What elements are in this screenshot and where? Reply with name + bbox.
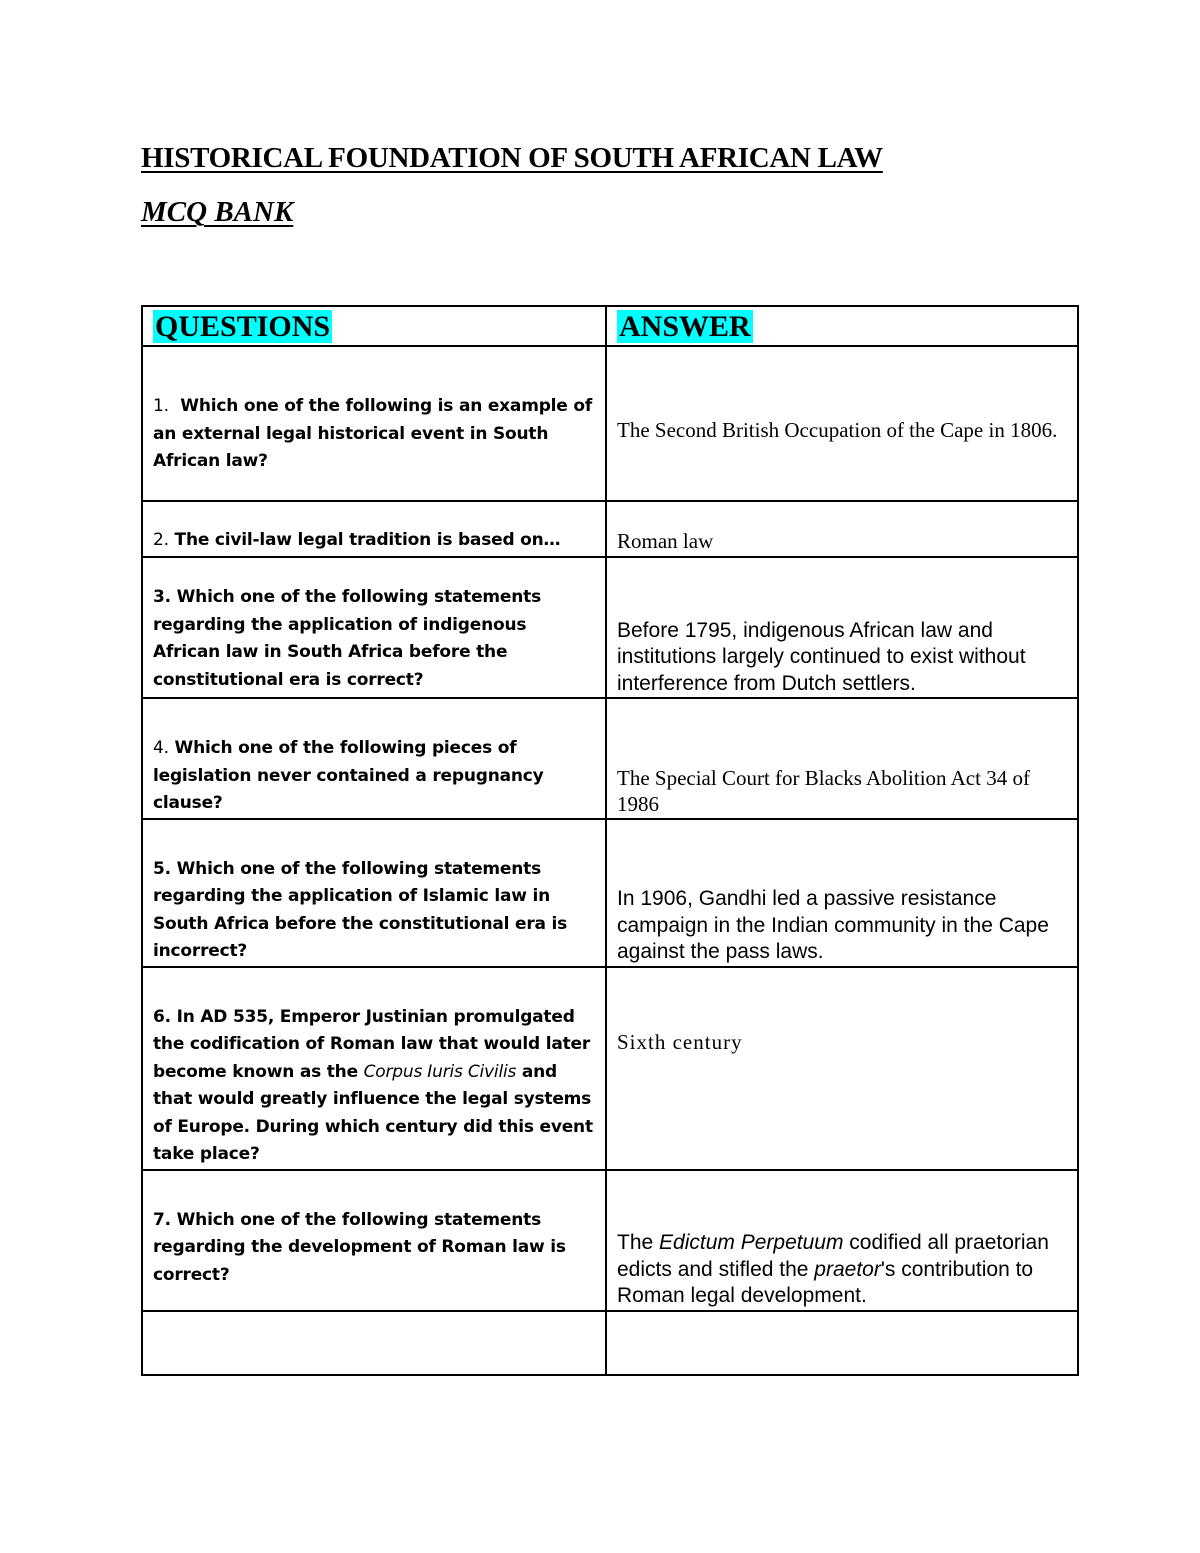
question-cell (142, 819, 606, 967)
mcq-table (141, 305, 1079, 1376)
answer-text: The Special Court for Blacks Abolition Act 34 of 1986 (617, 765, 1030, 816)
question-cell (142, 501, 606, 557)
answer-cell (606, 501, 1078, 557)
question-cell (142, 967, 606, 1170)
answer-cell (606, 698, 1078, 819)
document-subtitle: MCQ BANK (141, 196, 294, 228)
question-text: 6. In AD 535, Emperor Justinian promulgated the codification of Roman law that would later become known as the Corpus Iuris Civilis and that would greatly influence the legal systems of Europe. During which century did this event take place? (153, 1006, 593, 1164)
questions-header-cell (142, 306, 606, 346)
question-cell-empty (142, 1311, 606, 1375)
table-row (142, 557, 1078, 698)
table-row (142, 501, 1078, 557)
question-number: 7. (153, 1209, 171, 1230)
answer-cell (606, 1170, 1078, 1311)
document-title: HISTORICAL FOUNDATION OF SOUTH AFRICAN LAW (141, 142, 883, 174)
questions-header: QUESTIONS (155, 310, 331, 343)
answer-text: Roman law (617, 528, 714, 553)
answer-cell (606, 967, 1078, 1170)
question-number: 1. (153, 396, 169, 417)
table-row (142, 698, 1078, 819)
question-number: 6. (153, 1006, 171, 1027)
answer-header-cell (606, 306, 1078, 346)
table-header-row (142, 306, 1078, 346)
table-row-empty (142, 1311, 1078, 1375)
answer-cell-empty (606, 1311, 1078, 1375)
question-text: 7. Which one of the following statements regarding the development of Roman law is correct? (153, 1209, 566, 1285)
question-number: 2. (153, 529, 169, 550)
question-cell (142, 557, 606, 698)
question-text: 5. Which one of the following statements regarding the application of Islamic law in South Africa before the constitutional era is incorrect? (153, 858, 568, 961)
answer-cell (606, 819, 1078, 967)
answer-cell (606, 346, 1078, 501)
question-number: 5. (153, 858, 171, 879)
answer-text: Sixth century (617, 1029, 743, 1054)
table-row (142, 346, 1078, 501)
question-text: 3. Which one of the following statements regarding the application of indigenous African law in South Africa before the constitutional era is correct? (153, 587, 541, 690)
question-number: 4. (153, 738, 169, 758)
question-text: 1. Which one of the following is an example of an external legal historical event in South African law? (153, 396, 593, 472)
question-number: 3. (153, 587, 171, 607)
question-cell (142, 346, 606, 501)
table-row (142, 967, 1078, 1170)
answer-cell (606, 557, 1078, 698)
question-text: 4. Which one of the following pieces of legislation never contained a repugnancy clause? (153, 738, 544, 813)
table-row (142, 1170, 1078, 1311)
answer-text: Before 1795, indigenous African law and institutions largely continued to exist without interference from Dutch settlers. (617, 618, 1026, 695)
answer-text: In 1906, Gandhi led a passive resistance campaign in the Indian community in the Cape against the pass laws. (617, 887, 1049, 963)
question-text: 2. The civil-law legal tradition is based on… (153, 529, 561, 550)
question-cell (142, 698, 606, 819)
table-row (142, 819, 1078, 967)
answer-text: The Edictum Perpetuum codified all praetorian edicts and stifled the praetor's contribution to Roman legal development. (617, 1231, 1049, 1307)
answer-header: ANSWER (619, 310, 751, 343)
answer-text: The Second British Occupation of the Cape in 1806. (617, 418, 1058, 443)
question-cell (142, 1170, 606, 1311)
